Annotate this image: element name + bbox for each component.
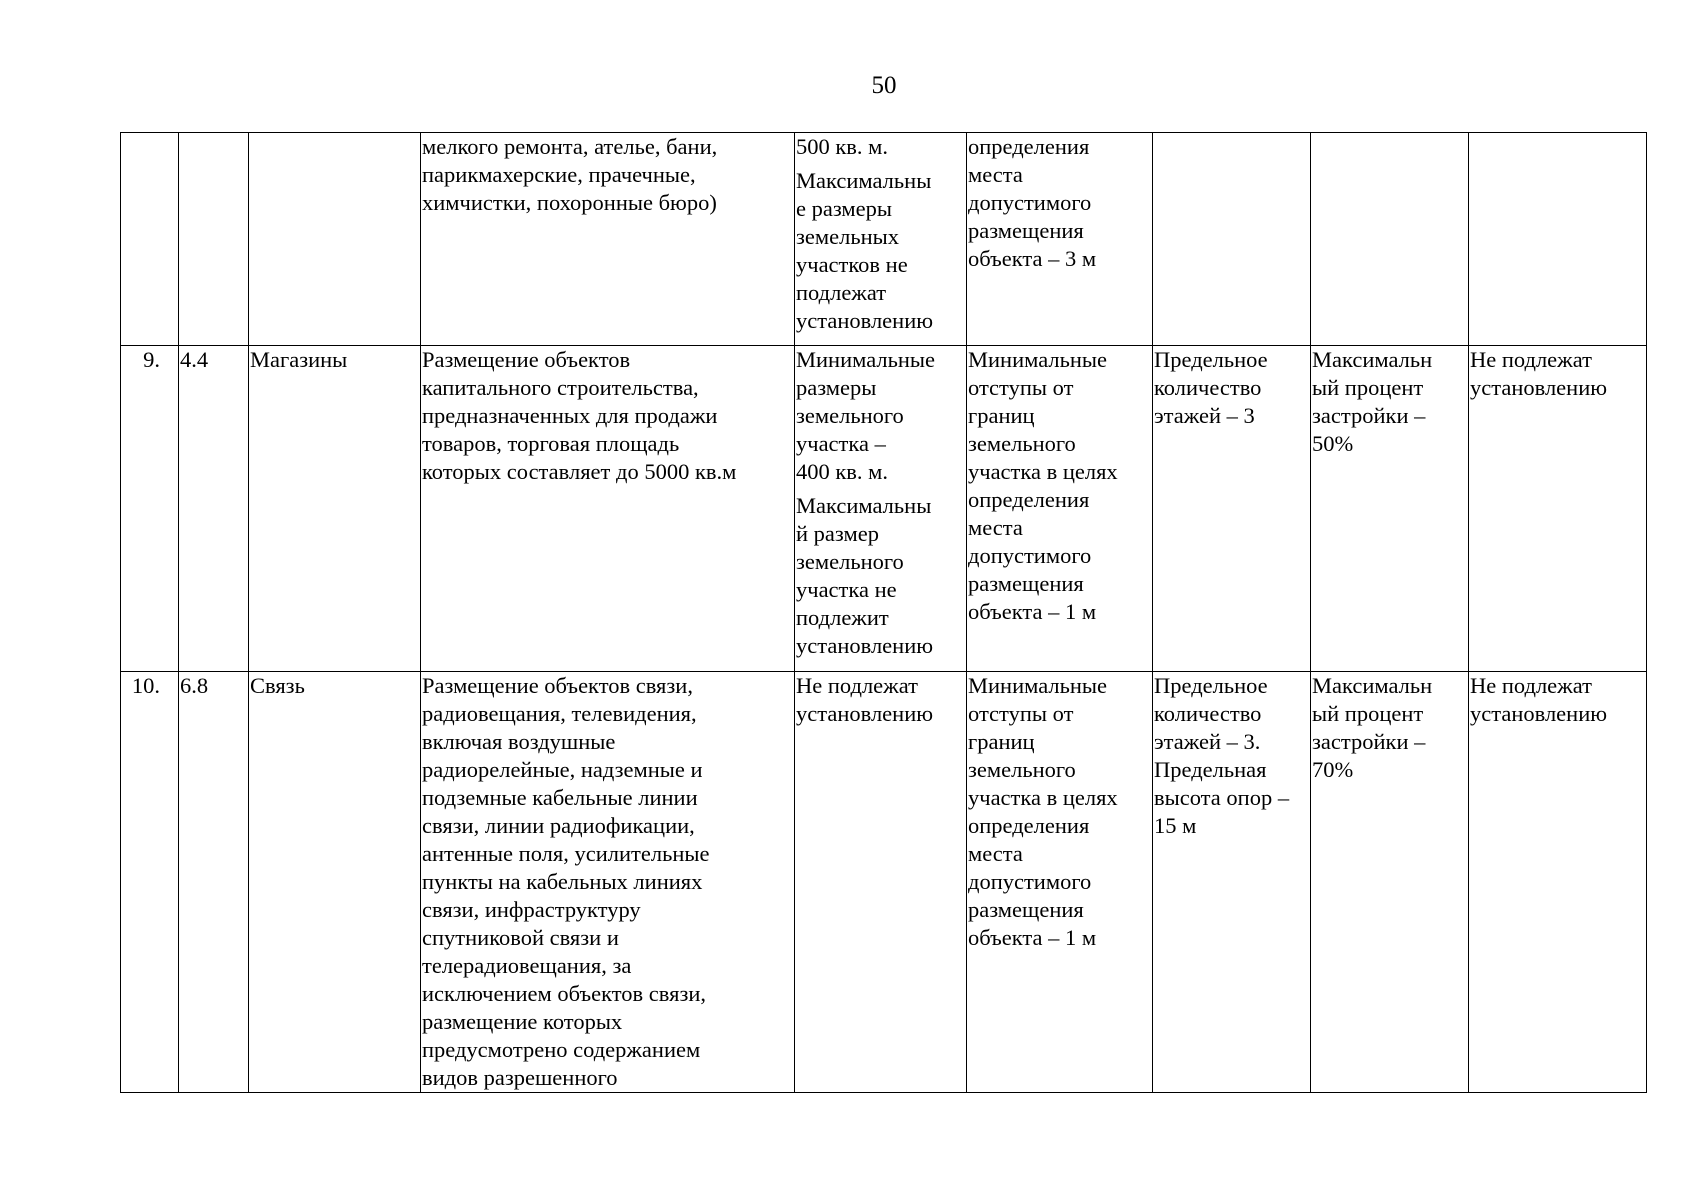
use-code-cell: [179, 133, 249, 346]
cell-text-line: высота опор –: [1154, 785, 1290, 810]
floors-cell: [1153, 672, 1311, 1093]
cell-text-line: пункты на кабельных линиях: [422, 869, 703, 894]
cell-text-line: количество: [1154, 701, 1262, 726]
row-number-cell: [121, 672, 179, 1093]
setback-cell: [967, 672, 1153, 1093]
cell-text-line: участка в целях: [968, 459, 1118, 484]
cell-text-line: установлению: [796, 633, 934, 658]
use-name: Связь: [250, 673, 305, 698]
cell-text-line: участка –: [796, 431, 886, 456]
table-body: [121, 133, 1647, 1093]
cell-text-line: подлежит: [796, 605, 889, 630]
cell-text-line: места: [968, 162, 1023, 187]
plot-size-cell: [795, 346, 967, 672]
floors-cell: [1153, 346, 1311, 672]
cell-text-line: Минимальные: [968, 347, 1108, 372]
cell-text-line: предназначенных для продажи: [422, 403, 718, 428]
cell-text-line: размещения: [968, 218, 1084, 243]
cell-text-line: участков не: [796, 252, 908, 277]
cell-text-line: связи, линии радиофикации,: [422, 813, 695, 838]
row-number-cell: [121, 133, 179, 346]
cell-text-line: Максимальны: [796, 493, 932, 518]
cell-text-line: застройки –: [1312, 403, 1426, 428]
cell-text-line: Не подлежат: [1470, 347, 1592, 372]
cell-text-line: Размещение объектов связи,: [422, 673, 693, 698]
land-use-regulations-table: [120, 132, 1647, 1093]
setback-cell: [967, 133, 1153, 346]
cell-text-line: земельного: [968, 431, 1076, 456]
cell-text-line: места: [968, 515, 1023, 540]
cell-text-line: ый процент: [1312, 701, 1424, 726]
use-name-cell: [249, 133, 421, 346]
use-code-cell: [179, 346, 249, 672]
use-code-cell: [179, 672, 249, 1093]
cell-text-line: мелкого ремонта, ателье, бани,: [422, 134, 718, 159]
cell-text-line: Не подлежат: [1470, 673, 1592, 698]
coverage-cell: [1311, 133, 1469, 346]
cell-text-line: отступы от: [968, 375, 1074, 400]
cell-text-line: радиовещания, телевидения,: [422, 701, 697, 726]
description-cell: [421, 346, 795, 672]
cell-text-line: включая воздушные: [422, 729, 616, 754]
cell-text-line: границ: [968, 403, 1035, 428]
use-code: 6.8: [180, 673, 209, 698]
other-params-cell: [1469, 346, 1647, 672]
cell-text-line: земельного: [796, 549, 904, 574]
cell-text-line: видов разрешенного: [422, 1065, 618, 1090]
cell-text-line: участка не: [796, 577, 897, 602]
cell-text-line: объекта – 1 м: [968, 599, 1097, 624]
cell-text-line: этажей – 3.: [1154, 729, 1261, 754]
cell-text-line: объекта – 3 м: [968, 246, 1097, 271]
cell-text-line: места: [968, 841, 1023, 866]
cell-text-line: Максимальны: [796, 168, 932, 193]
cell-text-line: й размер: [796, 521, 879, 546]
cell-text-line: телерадиовещания, за: [422, 953, 632, 978]
cell-text-line: Предельное: [1154, 673, 1268, 698]
row-number-cell: [121, 346, 179, 672]
cell-text-line: земельного: [796, 403, 904, 428]
cell-text-line: подземные кабельные линии: [422, 785, 698, 810]
cell-text-line: Не подлежат: [796, 673, 918, 698]
use-name-cell: [249, 346, 421, 672]
cell-text-line: участка в целях: [968, 785, 1118, 810]
cell-text-line: которых составляет до 5000 кв.м: [422, 459, 737, 484]
cell-text-line: предусмотрено содержанием: [422, 1037, 701, 1062]
cell-text-line: химчистки, похоронные бюро): [422, 190, 717, 215]
cell-text-line: объекта – 1 м: [968, 925, 1097, 950]
cell-text-line: земельных: [796, 224, 899, 249]
cell-text-line: размещения: [968, 897, 1084, 922]
cell-text-line: размещение которых: [422, 1009, 623, 1034]
cell-text-line: размещения: [968, 571, 1084, 596]
plot-size-cell: [795, 672, 967, 1093]
cell-text-line: е размеры: [796, 196, 893, 221]
cell-text-line: 50%: [1312, 431, 1354, 456]
cell-text-line: границ: [968, 729, 1035, 754]
description-cell: [421, 133, 795, 346]
cell-text-line: ый процент: [1312, 375, 1424, 400]
cell-text-line: подлежат: [796, 280, 887, 305]
cell-text-line: связи, инфраструктуру: [422, 897, 641, 922]
description-cell: [421, 672, 795, 1093]
cell-text-line: Размещение объектов: [422, 347, 631, 372]
cell-text-line: установлению: [1470, 375, 1608, 400]
floors-cell: [1153, 133, 1311, 346]
cell-text-line: 70%: [1312, 757, 1354, 782]
coverage-cell: [1311, 346, 1469, 672]
cell-text-line: Минимальные: [796, 347, 936, 372]
cell-text-line: отступы от: [968, 701, 1074, 726]
cell-text-line: 400 кв. м.: [796, 459, 889, 484]
cell-text-line: установлению: [796, 701, 934, 726]
cell-text-line: товаров, торговая площадь: [422, 431, 680, 456]
plot-size-cell: [795, 133, 967, 346]
cell-text-line: Минимальные: [968, 673, 1108, 698]
cell-text-line: размеры: [796, 375, 877, 400]
cell-text-line: количество: [1154, 375, 1262, 400]
cell-text-line: установлению: [1470, 701, 1608, 726]
cell-text-line: определения: [968, 487, 1090, 512]
cell-text-line: 500 кв. м.: [796, 134, 889, 159]
cell-text-line: допустимого: [968, 190, 1092, 215]
setback-cell: [967, 346, 1153, 672]
cell-text-line: исключением объектов связи,: [422, 981, 707, 1006]
cell-text-line: земельного: [968, 757, 1076, 782]
row-number: 10.: [131, 673, 160, 698]
cell-text-line: Максимальн: [1312, 673, 1433, 698]
cell-text-line: этажей – 3: [1154, 403, 1255, 428]
cell-text-line: застройки –: [1312, 729, 1426, 754]
table-row: [121, 133, 1647, 346]
cell-text-line: Максимальн: [1312, 347, 1433, 372]
other-params-cell: [1469, 672, 1647, 1093]
cell-text-line: допустимого: [968, 869, 1092, 894]
cell-text-line: 15 м: [1154, 813, 1197, 838]
use-name-cell: [249, 672, 421, 1093]
table-row: [121, 672, 1647, 1093]
cell-text-line: антенные поля, усилительные: [422, 841, 710, 866]
cell-text-line: установлению: [796, 308, 934, 333]
use-name: Магазины: [250, 347, 348, 372]
use-code: 4.4: [180, 347, 209, 372]
cell-text-line: Предельное: [1154, 347, 1268, 372]
cell-text-line: спутниковой связи и: [422, 925, 619, 950]
coverage-cell: [1311, 672, 1469, 1093]
cell-text-line: Предельная: [1154, 757, 1267, 782]
cell-text-line: допустимого: [968, 543, 1092, 568]
cell-text-line: радиорелейные, надземные и: [422, 757, 703, 782]
page-number: 50: [871, 72, 897, 99]
cell-text-line: парикмахерские, прачечные,: [422, 162, 696, 187]
cell-text-line: определения: [968, 813, 1090, 838]
cell-text-line: определения: [968, 134, 1090, 159]
cell-text-line: капитального строительства,: [422, 375, 699, 400]
row-number: 9.: [143, 347, 160, 372]
table-row: [121, 346, 1647, 672]
other-params-cell: [1469, 133, 1647, 346]
